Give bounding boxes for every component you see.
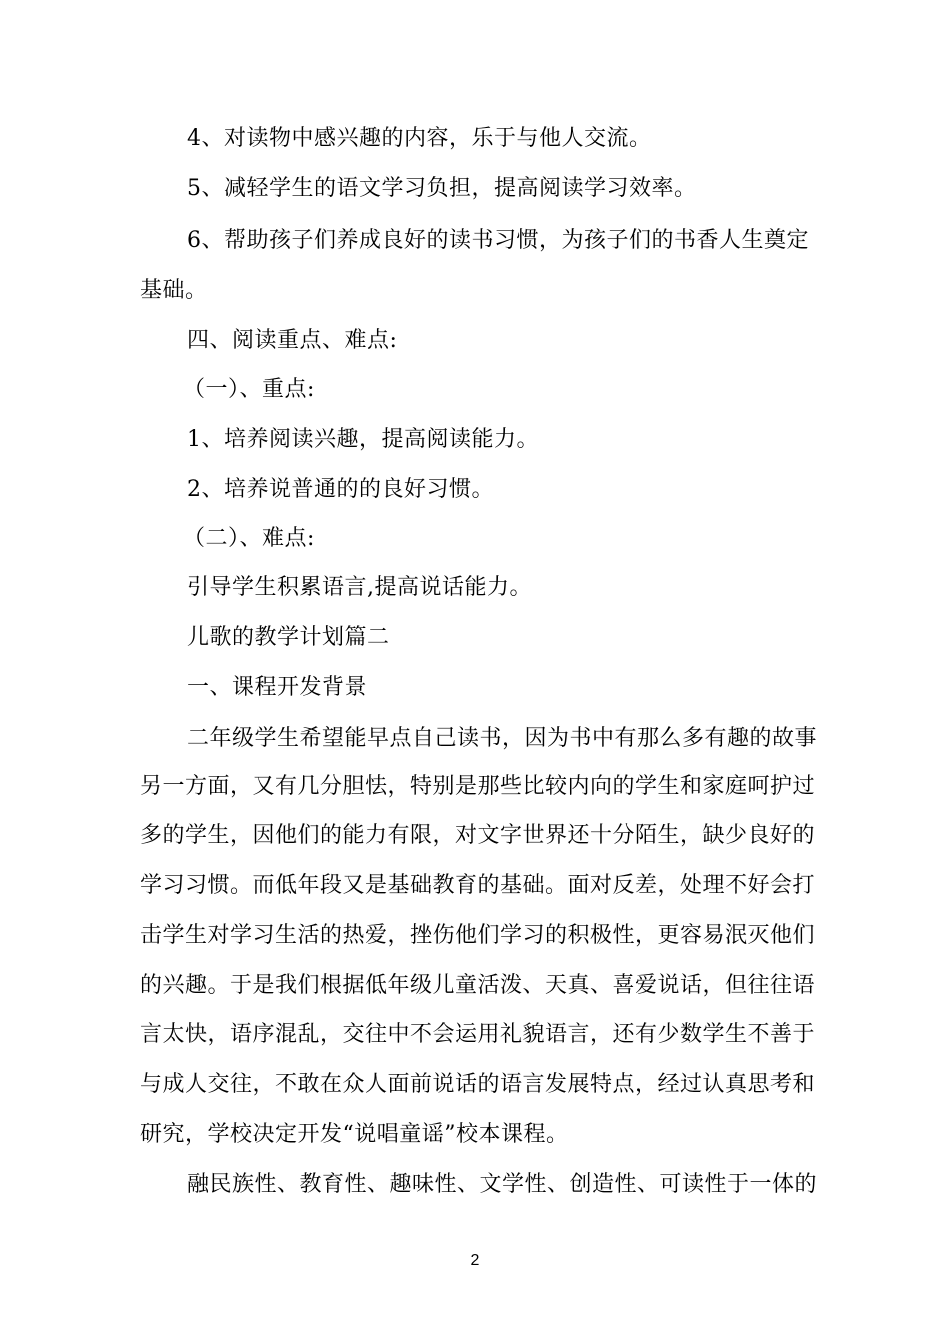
text-line: 6、帮助孩子们养成良好的读书习惯，为孩子们的书香人生奠定 [187, 228, 809, 253]
text-line: 的兴趣。于是我们根据低年级儿童活泼、天真、喜爱说话，但往往语 [140, 973, 816, 998]
text-line: 击学生对学习生活的热爱，挫伤他们学习的积极性，更容易泯灭他们 [140, 923, 816, 948]
section-heading: 一、课程开发背景 [187, 675, 368, 700]
text-line: 与成人交往，不敢在众人面前说话的语言发展特点，经过认真思考和 [140, 1072, 816, 1097]
text-line: 2、培养说普通的的良好习惯。 [187, 477, 494, 502]
text-line: 言太快，语序混乱，交往中不会运用礼貌语言，还有少数学生不善于 [140, 1022, 816, 1047]
text-line: 研究，学校决定开发“说唱童谣”校本课程。 [140, 1122, 569, 1147]
section-heading: 四、阅读重点、难点: [187, 328, 398, 353]
text-line: 多的学生，因他们的能力有限，对文字世界还十分陌生，缺少良好的 [140, 823, 816, 848]
text-line: 融民族性、教育性、趣味性、文学性、创造性、可读性于一体的 [187, 1172, 818, 1197]
subsection-heading: （一）、重点: [183, 377, 315, 402]
page-number: 2 [470, 1252, 480, 1269]
text-line: 1、培养阅读兴趣，提高阅读能力。 [187, 427, 539, 452]
subsection-heading: （二）、难点: [183, 526, 315, 551]
text-line: 4、对读物中感兴趣的内容，乐于与他人交流。 [187, 126, 652, 151]
text-line: 基础。 [140, 278, 208, 303]
text-line: 学习习惯。而低年段又是基础教育的基础。面对反差，处理不好会打 [140, 873, 816, 898]
article-title: 儿歌的教学计划篇二 [187, 625, 390, 650]
text-line: 另一方面，又有几分胆怯，特别是那些比较内向的学生和家庭呵护过 [140, 774, 816, 799]
text-line: 5、减轻学生的语文学习负担，提高阅读学习效率。 [187, 176, 697, 201]
text-line: 引导学生积累语言,提高说话能力。 [187, 575, 532, 600]
text-line: 二年级学生希望能早点自己读书，因为书中有那么多有趣的故事 [187, 726, 818, 751]
